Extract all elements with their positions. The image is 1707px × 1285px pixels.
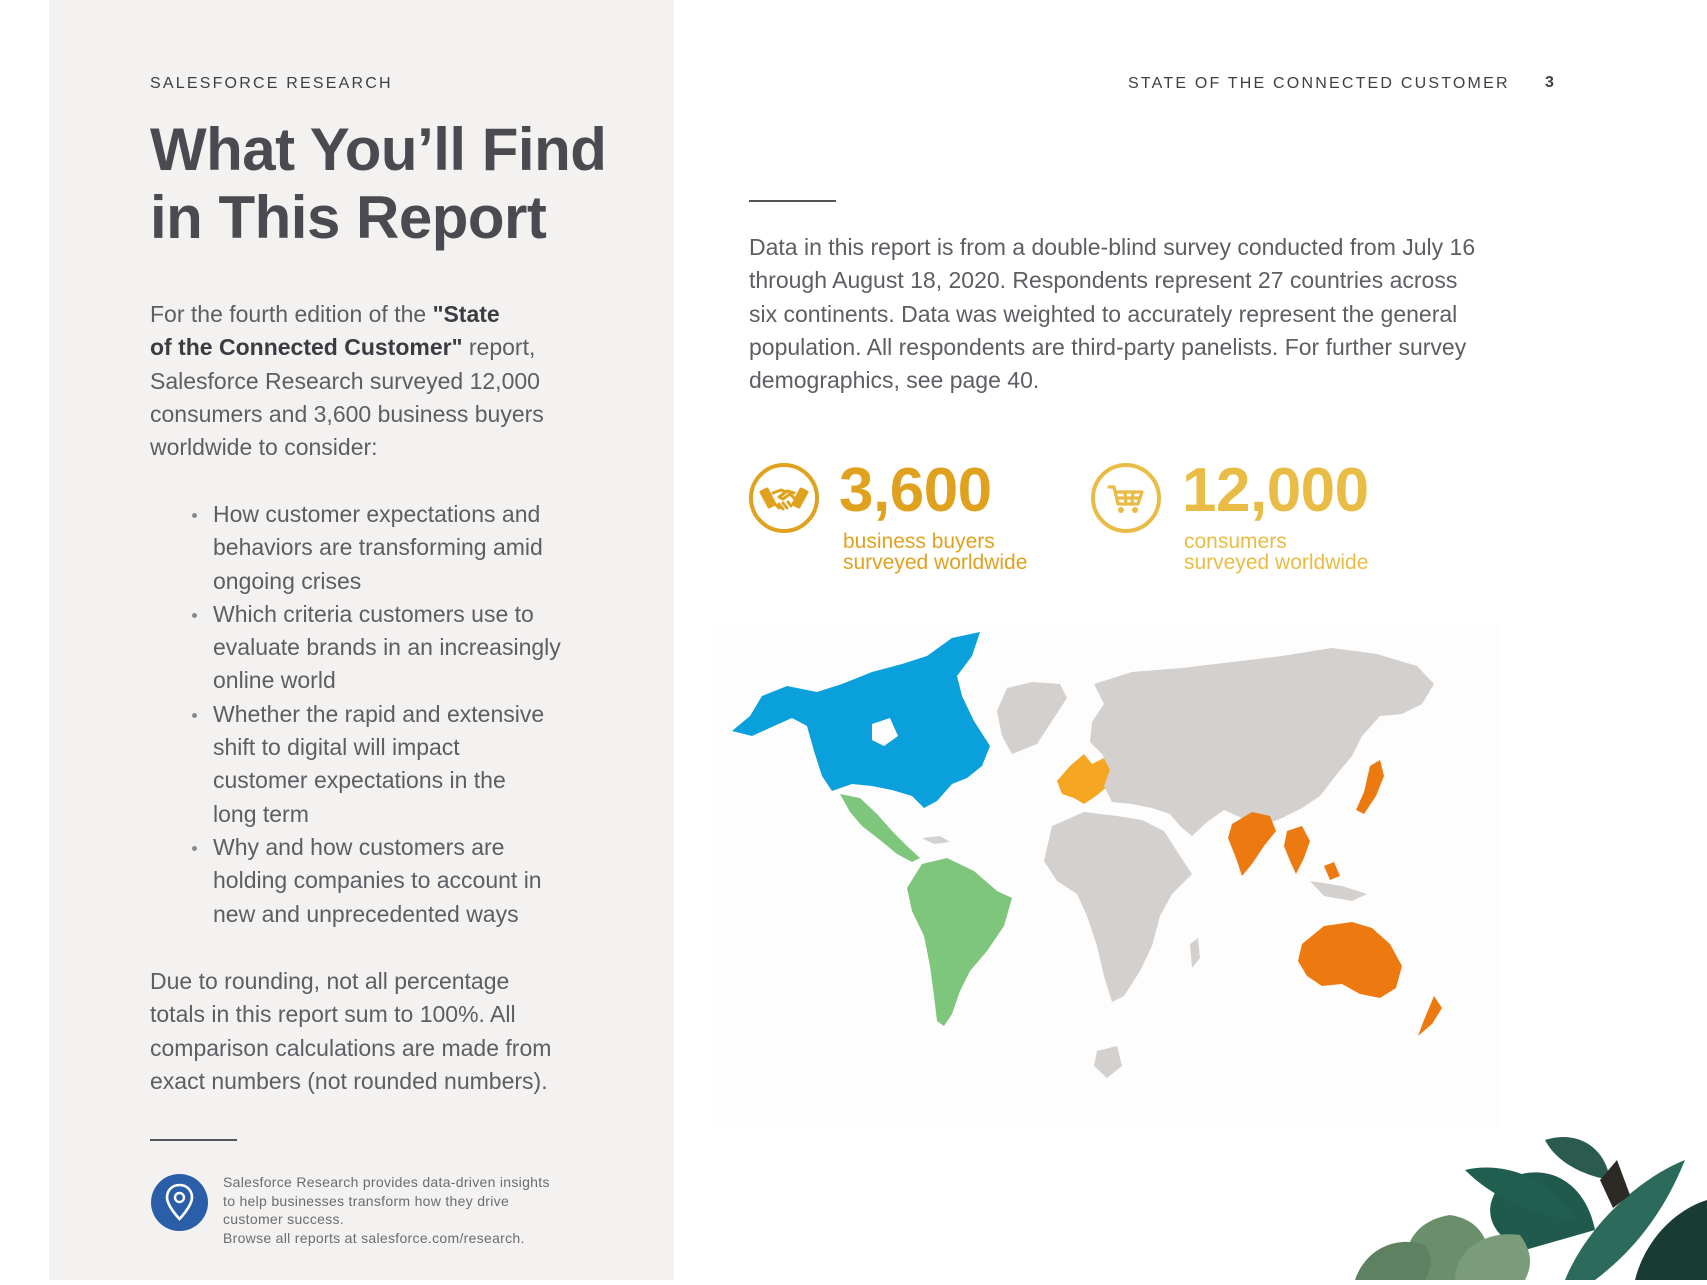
footer-note: Salesforce Research provides data-driven insights to help businesses transform how they drive customer success. Browse all reports at salesforce.com/research. [223, 1173, 603, 1247]
world-map [712, 626, 1500, 1126]
survey-description: Data in this report is from a double-blind survey conducted from July 16 through August 18, 2020. Respondents represent 27 countries across six continents. Data was weighted to accurately represent the general population. All respondents are third-party panelists. For further survey demographics, see page 40. [749, 234, 1476, 394]
handshake-icon [749, 463, 819, 533]
report-kicker: SALESFORCE RESEARCH [150, 75, 393, 92]
report-series-title: STATE OF THE CONNECTED CUSTOMER [1128, 75, 1510, 92]
rounding-note: Due to rounding, not all percentage totals in this report sum to 100%. All comparison calculations are made from exact numbers (not rounded numbers). [150, 968, 552, 1094]
australia-region [1298, 922, 1402, 998]
india-region [1228, 812, 1276, 876]
intro-line: worldwide to consider: [150, 434, 378, 461]
business-buyers-count: 3,600 [839, 456, 992, 525]
page-number: 3 [1545, 74, 1554, 91]
location-pin-icon [151, 1174, 208, 1231]
consumers-count: 12,000 [1182, 456, 1369, 525]
africa-region [1044, 812, 1192, 1002]
intro-line: For the fourth edition of the "State [150, 301, 500, 327]
stat-label: surveyed worldwide [843, 551, 1028, 574]
page-title-line: in This Report [150, 184, 547, 251]
japan-region [1356, 760, 1384, 814]
stat-label: consumers [1184, 530, 1287, 553]
south-america-region [907, 858, 1012, 1026]
north-america-region [732, 632, 990, 808]
southeast-asia-region [1284, 826, 1310, 874]
intro-line: consumers and 3,600 business buyers [150, 400, 544, 427]
intro-paragraph [150, 298, 610, 464]
research-link[interactable]: Browse all reports at salesforce.com/research. [223, 1229, 525, 1246]
shopping-cart-icon [1091, 463, 1161, 533]
list-item: Which criteria customers use to evaluate brands in an increasingly online world [190, 598, 610, 698]
intro-line: Salesforce Research surveyed 12,000 [150, 367, 540, 394]
list-item: How customer expectations and behaviors are transforming amid ongoing crises [190, 498, 610, 598]
decorative-plants [1355, 1120, 1707, 1280]
list-item: Whether the rapid and extensive shift to digital will impact customer expectations in the long term [190, 698, 610, 831]
page-title [150, 116, 670, 252]
eurasia-region [1090, 648, 1434, 836]
central-america-region [840, 794, 920, 862]
europe-region [1057, 754, 1112, 804]
footer-divider [150, 1139, 237, 1141]
stat-label: business buyers [843, 530, 995, 553]
page-title-line: What You’ll Find [150, 116, 607, 183]
list-item: Why and how customers are holding companies to account in new and unprecedented ways [190, 831, 610, 931]
intro-line: of the Connected Customer" report, [150, 334, 536, 361]
new-zealand-region [1418, 996, 1442, 1036]
section-divider [749, 200, 836, 202]
greenland-region [997, 682, 1067, 754]
consideration-list [190, 498, 610, 931]
stat-label: surveyed worldwide [1184, 551, 1369, 574]
